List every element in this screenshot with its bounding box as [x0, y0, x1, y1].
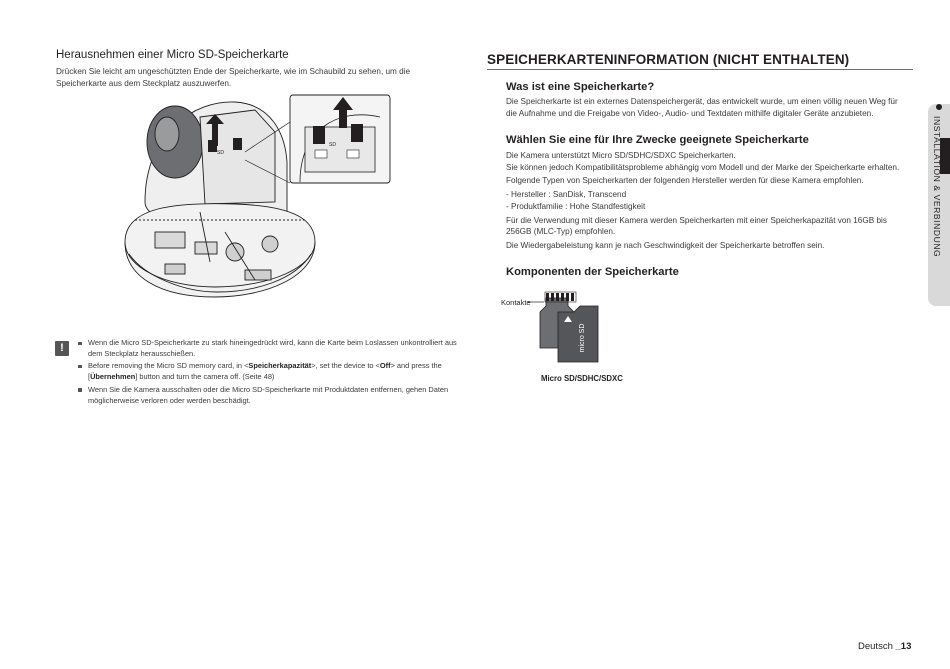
what-heading: Was ist eine Speicherkarte? — [506, 81, 655, 93]
choose-block — [506, 150, 910, 252]
side-tab-label: INSTALLATION & VERBINDUNG — [932, 116, 942, 258]
card-logo: micro SD — [579, 323, 586, 353]
list-item: - Hersteller : SanDisk, Transcend — [506, 189, 910, 201]
page-footer — [858, 641, 911, 652]
what-text: Die Speicherkarte ist ein externes Datenspeichergerät, das entwickelt wurde, um einen völlig neuen Weg für die Aufnahme und die Freigabe von Video-, Audio- und Textdaten mithilfe digitaler Geräte anzubieten. — [506, 97, 898, 118]
choose-p1: Die Kamera unterstützt Micro SD/SDHC/SDXC Speicherkarten. — [506, 151, 736, 160]
page-number: _13 — [895, 641, 912, 652]
footer-language: Deutsch — [858, 641, 893, 652]
sd-label-2: SD — [329, 142, 336, 148]
note-icon: ! — [55, 341, 69, 356]
choose-p2: Sie können jedoch Kompatibilitätsprobleme abhängig vom Modell und der Marke der Speicherkarte erhalten. — [506, 162, 900, 172]
choose-heading: Wählen Sie eine für Ihre Zwecke geeignete Speicherkarte — [506, 134, 809, 146]
components-heading: Komponenten der Speicherkarte — [506, 266, 679, 278]
card-caption: Micro SD/SDHC/SDXC — [541, 374, 623, 383]
sd-label-1: SD — [217, 150, 224, 156]
choose-p4: Für die Verwendung mit dieser Kamera werden Speicherkarten mit einer Speicherkapazität von 16GB bis 256GB (MLC-Typ) empfohlen. — [506, 215, 887, 237]
list-item: - Produktfamilie : Hohe Standfestigkeit — [506, 201, 910, 213]
manufacturer-list — [506, 189, 910, 212]
choose-p5: Die Wiedergabeleistung kann je nach Geschwindigkeit der Speicherkarte betroffen sein. — [506, 240, 825, 250]
micro-sd-card-diagram — [528, 290, 602, 368]
choose-p3: Folgende Typen von Speicherkarten der folgenden Hersteller werden für diese Kamera empfohlen. — [506, 176, 864, 186]
contacts-label: Kontakte — [501, 298, 531, 307]
side-tab — [926, 102, 942, 302]
note-item: Wenn die Micro SD-Speicherkarte zu stark hineingedrückt wird, kann die Karte beim Loslassen unkontrolliert aus dem Steckplatz herausschießen. — [78, 338, 468, 359]
note-item: Wenn Sie die Kamera ausschalten oder die Micro SD-Speicherkarte mit Produktdaten entfernen, gehen Daten möglicherweise verloren oder werden beschädigt. — [78, 385, 468, 406]
section-title: SPEICHERKARTENINFORMATION (NICHT ENTHALTEN) — [487, 52, 913, 70]
note-item: Before removing the Micro SD memory card, in <Speicherkapazität>, set the device to <Off> and press the [Übernehmen] button and turn the camera off. (Seite 48) — [78, 361, 468, 382]
left-paragraph: Drücken Sie leicht am ungeschützten Ende der Speicherkarte, wie im Schaubild zu sehen, um die Speicherkarte aus dem Steckplatz auszuwerfen. — [56, 67, 411, 88]
left-heading: Herausnehmen einer Micro SD-Speicherkarte — [56, 49, 289, 61]
bullet-icon — [936, 104, 942, 110]
camera-sd-removal-illustration — [105, 92, 395, 314]
notes-list — [78, 338, 468, 408]
